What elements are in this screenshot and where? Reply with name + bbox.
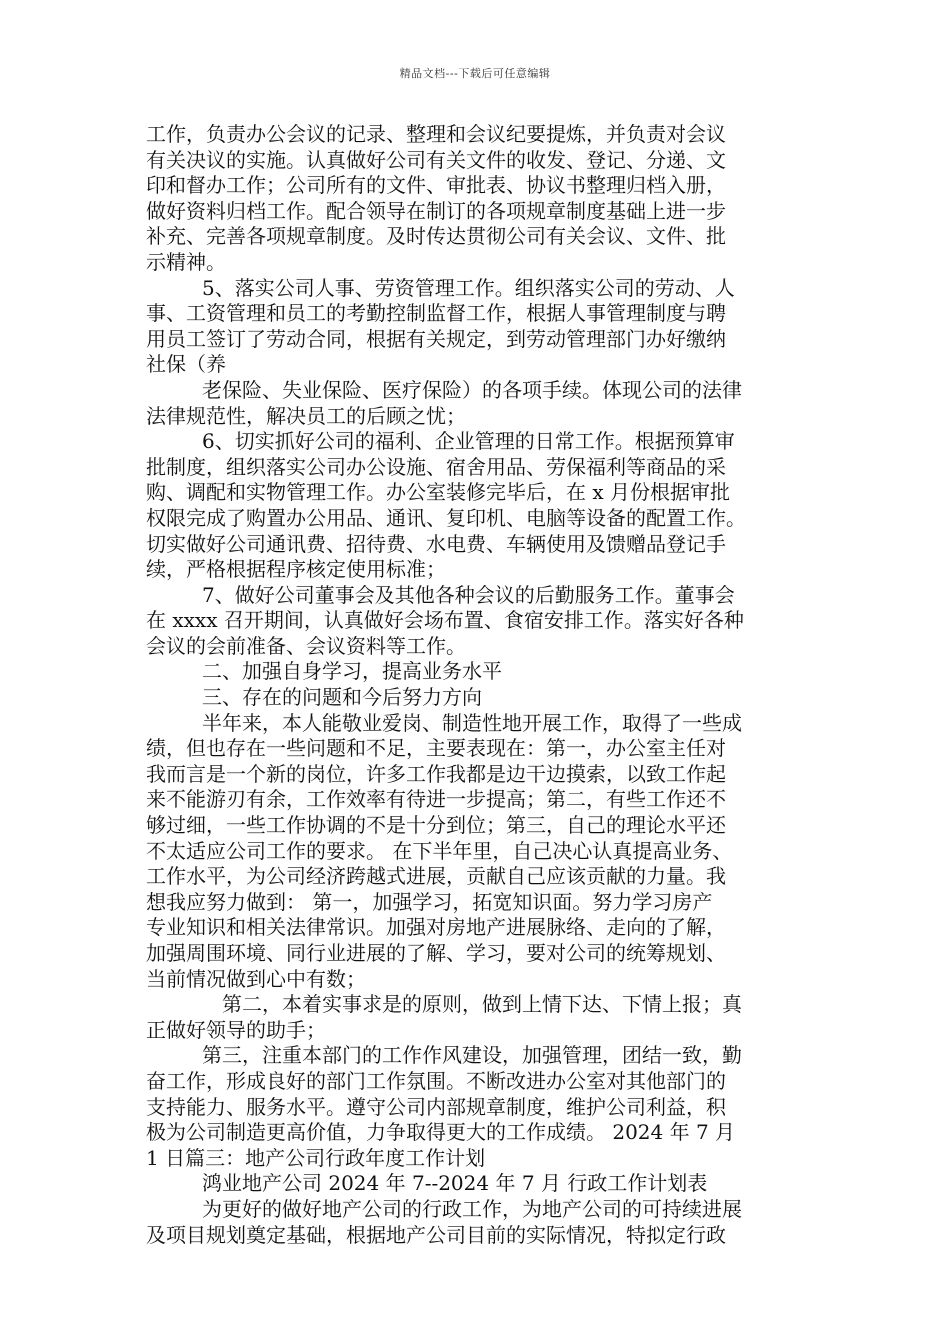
text-line: 用员工签订了劳动合同，根据有关规定，到劳动管理部门办好缴纳 <box>146 326 726 351</box>
text-line: 事、工资管理和员工的考勤控制监督工作，根据人事管理制度与聘 <box>146 301 726 326</box>
text-line: 我而言是一个新的岗位，许多工作我都是边干边摸索，以致工作起 <box>146 761 726 786</box>
text-line: 补充、完善各项规章制度。及时传达贯彻公司有关会议、文件、批 <box>146 224 726 249</box>
text-line: 有关决议的实施。认真做好公司有关文件的收发、登记、分递、文 <box>146 147 726 172</box>
text-line: 示精神。 <box>146 249 226 274</box>
text-line: 印和督办工作；公司所有的文件、审批表、协议书整理归档入册， <box>146 173 726 198</box>
text-line: 第二，本着实事求是的原则，做到上情下达、下情上报；真 <box>222 992 742 1017</box>
text-line: 切实做好公司通讯费、招待费、水电费、车辆使用及馈赠品登记手 <box>146 531 726 556</box>
text-line: 半年来，本人能敬业爱岗、制造性地开展工作，取得了一些成 <box>202 710 742 735</box>
text-line: 做好资料归档工作。配合领导在制订的各项规章制度基础上进一步 <box>146 198 726 223</box>
text-line: 够过细，一些工作协调的不是十分到位；第三，自己的理论水平还 <box>146 813 726 838</box>
text-line: 会议的会前准备、会议资料等工作。 <box>146 633 466 658</box>
text-line: 工作，负责办公会议的记录、整理和会议纪要提炼，并负责对会议 <box>146 122 726 146</box>
text-line: 绩，但也存在一些问题和不足，主要表现在：第一，办公室主任对 <box>146 736 726 761</box>
document-body <box>146 122 818 1248</box>
text-line: 5、落实公司人事、劳资管理工作。组织落实公司的劳动、人 <box>202 275 735 300</box>
text-line: 批制度，组织落实公司办公设施、宿舍用品、劳保福利等商品的采 <box>146 454 726 479</box>
text-line: 来不能游刃有余，工作效率有待进一步提高；第二，有些工作还不 <box>146 787 726 812</box>
text-line: 购、调配和实物管理工作。办公室装修完毕后，在 x 月份根据审批 <box>146 480 730 505</box>
text-line: 6、切实抓好公司的福利、企业管理的日常工作。根据预算审 <box>202 429 735 454</box>
text-line: 1 日篇三：地产公司行政年度工作计划 <box>146 1145 486 1170</box>
page-header: 精品文档---下载后可任意编辑 <box>399 67 551 80</box>
text-line: 加强周围环境、同行业进展的了解、学习，要对公司的统筹规划、 <box>146 941 726 965</box>
text-line: 不太适应公司工作的要求。 在下半年里，自己决心认真提高业务、 <box>146 838 733 863</box>
text-line: 工作水平，为公司经济跨越式进展，贡献自己应该贡献的力量。我 <box>146 864 726 889</box>
text-line: 7、做好公司董事会及其他各种会议的后勤服务工作。董事会 <box>202 582 735 607</box>
text-line: 权限完成了购置办公用品、通讯、复印机、电脑等设备的配置工作。 <box>146 505 746 530</box>
text-line: 专业知识和相关法律常识。加强对房地产进展脉络、走向的了解， <box>146 915 726 940</box>
text-line: 当前情况做到心中有数； <box>146 966 366 991</box>
text-line: 第三，注重本部门的工作作风建设，加强管理，团结一致，勤 <box>202 1043 742 1068</box>
text-line: 想我应努力做到： 第一，加强学习，拓宽知识面。努力学习房产 <box>146 889 713 914</box>
text-line: 极为公司制造更高价值，力争取得更大的工作成绩。 2024 年 7 月 <box>146 1120 736 1145</box>
text-line: 社保（养 <box>146 352 226 377</box>
text-line: 续，严格根据程序核定使用标准； <box>146 557 446 582</box>
text-line: 二、加强自身学习，提高业务水平 <box>202 659 502 684</box>
text-line: 三、存在的问题和今后努力方向 <box>202 685 482 710</box>
text-line: 在 xxxx 召开期间，认真做好会场布置、食宿安排工作。落实好各种 <box>146 608 744 633</box>
text-line: 支持能力、服务水平。遵守公司内部规章制度，维护公司利益，积 <box>146 1094 726 1119</box>
text-line: 及项目规划奠定基础，根据地产公司目前的实际情况，特拟定行政 <box>146 1222 726 1247</box>
text-line: 正做好领导的助手； <box>146 1017 326 1042</box>
text-line: 老保险、失业保险、医疗保险）的各项手续。体现公司的法律 <box>202 377 742 402</box>
text-line: 法律规范性，解决员工的后顾之忧； <box>146 403 466 428</box>
text-line: 为更好的做好地产公司的行政工作，为地产公司的可持续进展 <box>202 1196 742 1221</box>
text-line: 奋工作，形成良好的部门工作氛围。不断改进办公室对其他部门的 <box>146 1068 726 1093</box>
text-line: 鸿业地产公司 2024 年 7--2024 年 7 月 行政工作计划表 <box>202 1171 708 1196</box>
